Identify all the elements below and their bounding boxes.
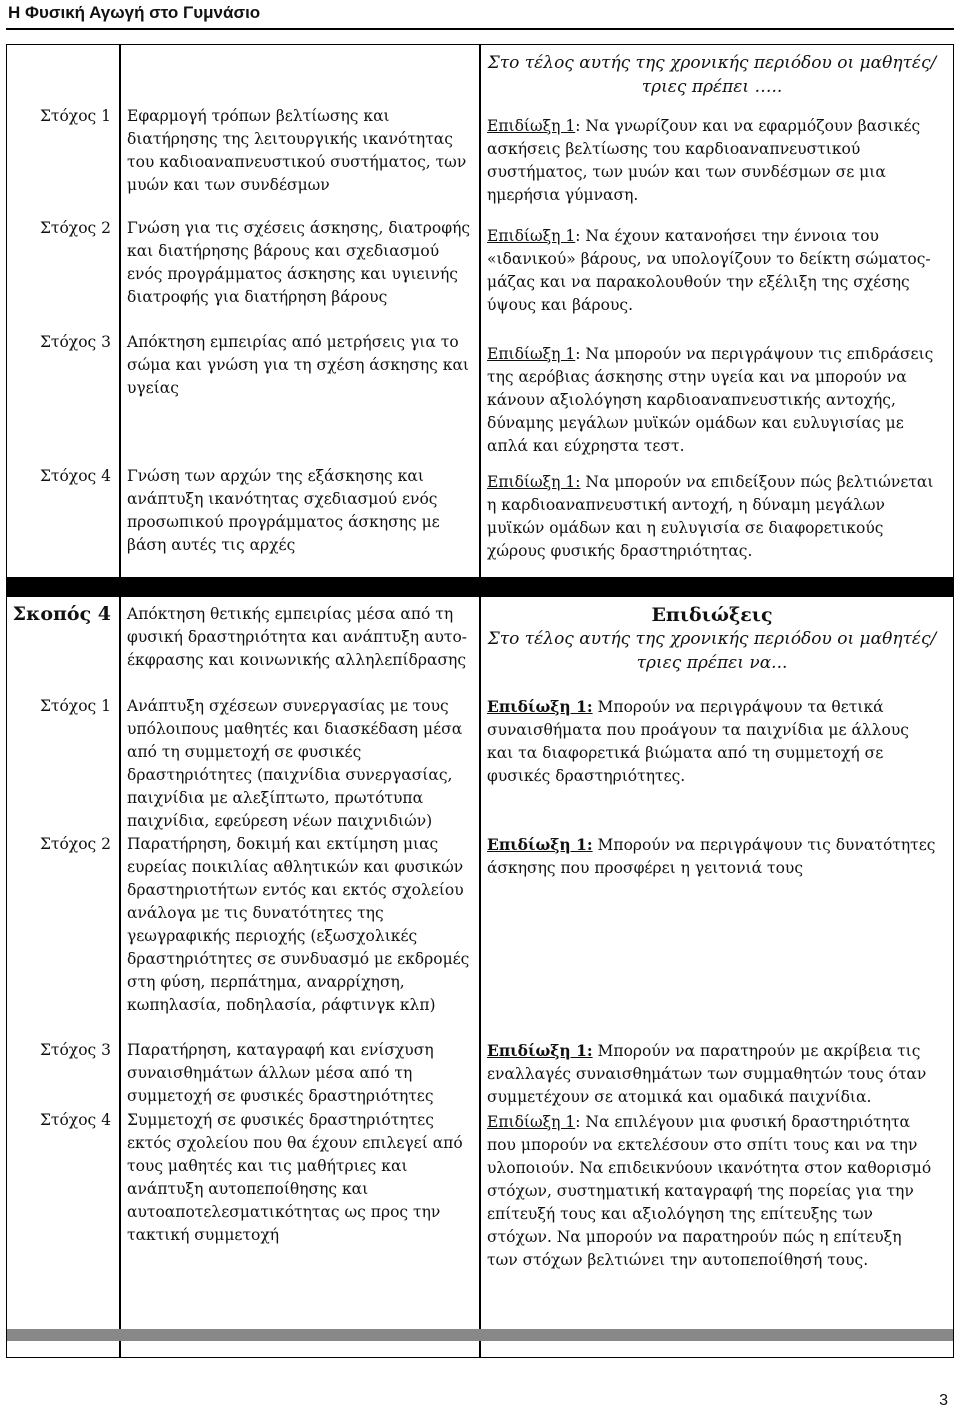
goal-item	[487, 343, 937, 458]
goals-subheading: Στο τέλος αυτής της χρονικής περιόδου οι μαθητές/τριες πρέπει να...	[487, 629, 937, 673]
section1-right-header: Στο τέλος αυτής της χρονικής περιόδου οι μαθητές/τριες πρέπει …..	[487, 53, 937, 97]
goal-text: : Να επιλέγουν μια φυσική δραστηριότητα που μπορούν να εκτελέσουν στο σπίτι τους και να την υλοποιούν. Να επιδεικνύουν ικανότητα στον καθορισμό στόχων, συστηματική καταγραφή της πορείας για την επίτευξή τους και αξιολόγηση της επίτευξης των στόχων. Να μπορούν να παρατηρούν πώς η επίτευξη των στόχων βελτιώνει την αυτοπεποίθησή τους.	[487, 1113, 932, 1269]
objective-text: Γνώση των αρχών της εξάσκησης και ανάπτυξη ικανότητας σχεδιασμού ενός προσωπικού προγράμματος άσκησης με βάση αυτές τις αρχές	[127, 467, 440, 554]
goal-item	[487, 833, 937, 880]
table-footer-bar	[7, 1329, 953, 1341]
objective-label: Στόχος 3	[39, 333, 111, 351]
goal-text: : Να μπορούν να περιγράψουν τις επιδράσεις της αερόβιας άσκησης στην υγεία και να μπορούν να κάνουν αξιολόγηση καρδιοαναπνευστικής αντοχής, δύναμης μεγάλων μυϊκών ομάδων και ευλυγισίας με απλά και εύχρηστα τεστ.	[487, 345, 934, 455]
goal-text: : Να έχουν κατανοήσει την έννοια του «ιδανικού» βάρους, να υπολογίζουν το δείκτη σώματος-μάζας και να παρακολουθούν την εξέλιξη της σχέσης ύψους και βάρους.	[487, 227, 931, 314]
goal-item	[487, 695, 937, 788]
goal-item	[487, 225, 937, 317]
objective-label: Στόχος 3	[39, 1041, 111, 1059]
section2-right-header	[487, 603, 937, 675]
goal-text: Μπορούν να περιγράψουν τα θετικά συναισθήματα που προάγουν τα παιχνίδια με άλλους και τα διαφορετικά βιώματα από τη συμμετοχή σε φυσικές δραστηριότητες.	[487, 698, 909, 785]
objective-text: Παρατήρηση, καταγραφή και ενίσχυση συναισθημάτων άλλων μέσα από τη συμμετοχή σε φυσικές δραστηριότητες	[127, 1041, 434, 1105]
goal-label: Επιδίωξη 1:	[487, 697, 593, 716]
goal-label: Επιδίωξη 1:	[487, 1041, 593, 1060]
aim-text: Απόκτηση θετικής εμπειρίας μέσα από τη φυσική δραστηριότητα και ανάπτυξη αυτο-έκφρασης και κοινωνικής αλληλεπίδρασης	[127, 605, 468, 669]
page-number: 3	[939, 1392, 948, 1409]
objective-label: Στόχος 1	[39, 107, 111, 125]
objectives-table-2	[6, 596, 954, 1358]
objective-label: Στόχος 4	[39, 1111, 111, 1129]
objective-text: Γνώση για τις σχέσεις άσκησης, διατροφής και διατήρησης βάρους και σχεδιασμού ενός προγράμματος άσκησης και υγιεινής διατροφής για διατήρηση βάρους	[127, 219, 471, 306]
objective-label: Στόχος 4	[39, 467, 111, 485]
goal-text: : Να γνωρίζουν και να εφαρμόζουν βασικές ασκήσεις βελτίωσης του καρδιοαναπνευστικού συστήματος, των μυών και των συνδέσμων σε μια ημερήσια γύμναση.	[487, 117, 921, 204]
table-divider-bar	[7, 577, 953, 595]
objective-label: Στόχος 1	[39, 697, 111, 715]
objective-text: Εφαρμογή τρόπων βελτίωσης και διατήρησης της λειτουργικής ικανότητας του καδιοαναπνευστικού συστήματος, των μυών και των συνδέσμων	[127, 107, 467, 194]
document-header-title: Η Φυσική Αγωγή στο Γυμνάσιο	[8, 3, 261, 22]
goal-label: Επιδίωξη 1:	[487, 473, 581, 491]
objective-text: Απόκτηση εμπειρίας από μετρήσεις για το σώμα και γνώση για τη σχέση άσκησης και υγείας	[127, 333, 470, 397]
goal-item	[487, 1039, 937, 1109]
objectives-table-1	[6, 44, 954, 596]
objective-label: Στόχος 2	[39, 219, 111, 237]
objective-label: Στόχος 2	[39, 835, 111, 853]
objective-text: Παρατήρηση, δοκιμή και εκτίμηση μιας ευρείας ποικιλίας αθλητικών και φυσικών δραστηριοτήτων εντός και εκτός σχολείου ανάλογα με τις δυνατότητες της γεωγραφικής περιοχής (εξωσχολικές δραστηριότητες σε συνδυασμό με εκδρομές στη φύση, περπάτημα, αναρρίχηση, κωπηλασία, ποδηλασία, ράφτινγκ κλπ)	[127, 835, 470, 1014]
objective-text: Συμμετοχή σε φυσικές δραστηριότητες εκτός σχολείου που θα έχουν επιλεγεί από τους μαθητές και τις μαθήτριες και ανάπτυξη αυτοπεποίθησης και αυτοαποτελεσματικότητας ως προς την τακτική συμμετοχή	[127, 1111, 463, 1244]
header-rule	[6, 28, 954, 30]
goal-text: Να μπορούν να επιδείξουν πώς βελτιώνεται η καρδιοαναπνευστική αντοχή, η δύναμη μεγάλων μυϊκών ομάδων και η ευλυγισία σε διαφορετικούς χώρους φυσικής δραστηριότητας.	[487, 473, 934, 560]
goal-text: Μπορούν να περιγράψουν τις δυνατότητες άσκησης που προσφέρει η γειτονιά τους	[487, 836, 936, 877]
goal-label: Επιδίωξη 1	[487, 345, 576, 363]
goal-item	[487, 1111, 937, 1272]
goal-item	[487, 115, 937, 207]
goal-label: Επιδίωξη 1	[487, 117, 576, 135]
aim-label: Σκοπός 4	[12, 603, 111, 625]
goal-item	[487, 471, 937, 563]
objective-text: Ανάπτυξη σχέσεων συνεργασίας με τους υπόλοιπους μαθητές και διασκέδαση μέσα από τη συμμετοχή σε φυσικές δραστηριότητες (παιχνίδια συνεργασίας, παιχνίδια με αλεξίπτωτο, πρωτότυπα παιχνίδια, εφεύρεση νέων παιχνιδιών)	[127, 697, 463, 830]
goal-label: Επιδίωξη 1	[487, 1113, 576, 1131]
goal-text: Μπορούν να παρατηρούν με ακρίβεια τις εναλλαγές συναισθημάτων των συμμαθητών τους όταν συμμετέχουν σε ατομικά και ομαδικά παιχνίδια.	[487, 1042, 927, 1106]
goal-label: Επιδίωξη 1:	[487, 835, 593, 854]
goals-heading: Επιδιώξεις	[651, 604, 773, 626]
goal-label: Επιδίωξη 1	[487, 227, 576, 245]
